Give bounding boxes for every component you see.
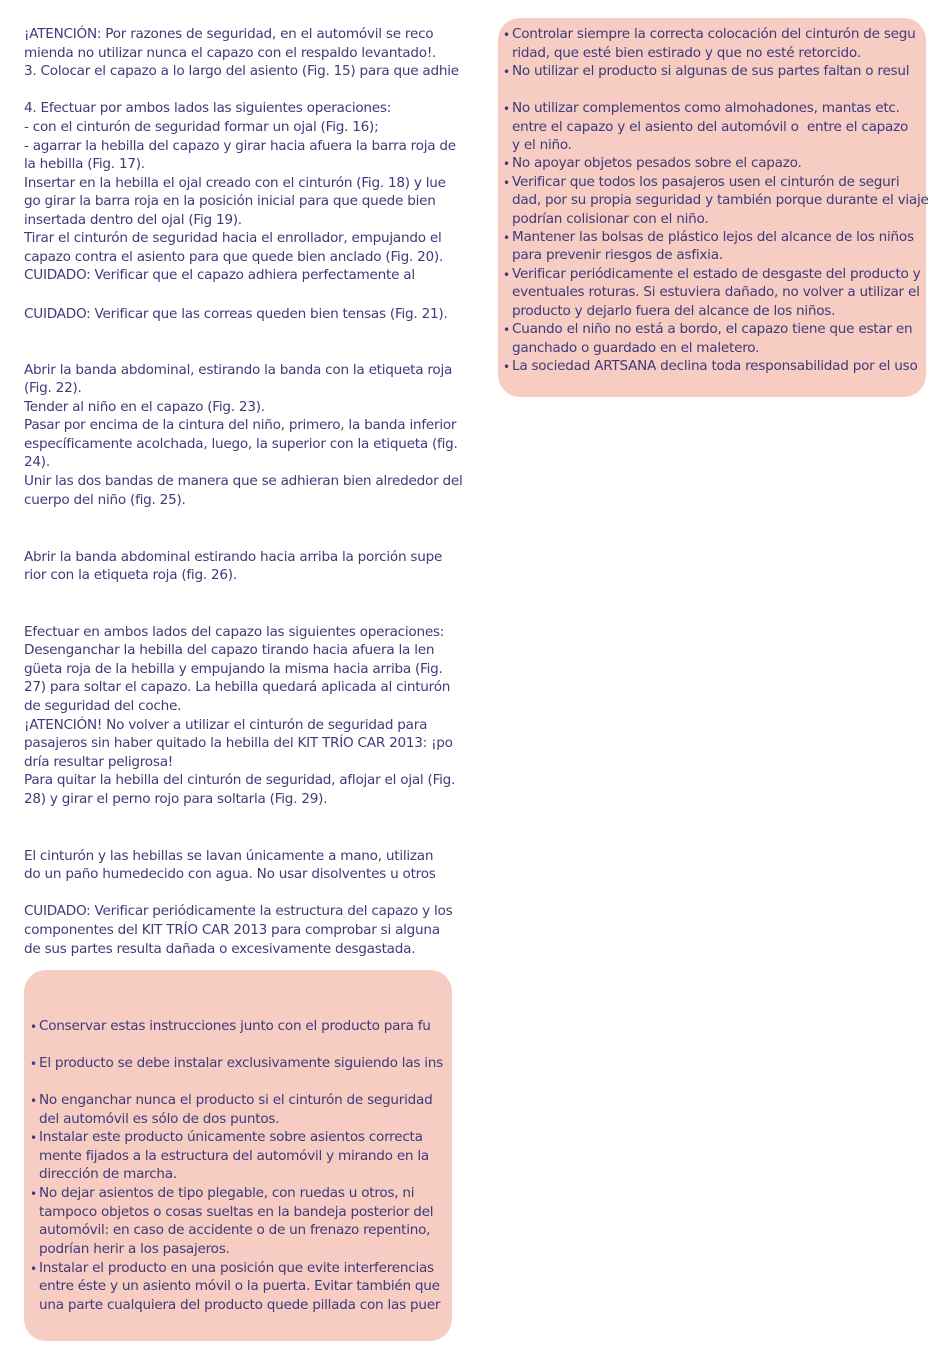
left-line: cuerpo del niño (fig. 25). <box>24 492 186 508</box>
bullet-icon: • <box>503 268 510 282</box>
left-line: CUIDADO: Verificar que el capazo adhiera perfectamente al <box>24 267 415 283</box>
left-line: Abrir la banda abdominal estirando hacia arriba la porción supe <box>24 549 443 565</box>
warning-line: Verificar que todos los pasajeros usen el cinturón de seguri <box>512 174 900 190</box>
left-line: - agarrar la hebilla del capazo y girar hacia afuera la barra roja de <box>24 138 456 154</box>
warning-line: Cuando el niño no está a bordo, el capazo tiene que estar en <box>512 321 913 337</box>
left-line: 27) para soltar el capazo. La hebilla quedará aplicada al cinturón <box>24 679 451 695</box>
left-line: Unir las dos bandas de manera que se adhieran bien alrededor del <box>24 473 463 489</box>
left-line: componentes del KIT TRÍO CAR 2013 para comprobar si alguna <box>24 922 440 938</box>
warning-line: mente fijados a la estructura del automóvil y mirando en la <box>39 1148 429 1164</box>
left-line: Abrir la banda abdominal, estirando la banda con la etiqueta roja <box>24 362 453 378</box>
left-line: güeta roja de la hebilla y empujando la misma hacia arriba (Fig. <box>24 661 443 677</box>
warning-line: Instalar el producto en una posición que evite interferencias <box>39 1260 434 1276</box>
left-line: Desenganchar la hebilla del capazo tirando hacia afuera la len <box>24 642 435 658</box>
warning-line: Verificar periódicamente el estado de desgaste del producto y <box>512 266 921 282</box>
warning-line: y el niño. <box>512 137 572 153</box>
warning-line: del automóvil es sólo de dos puntos. <box>39 1111 280 1127</box>
bullet-icon: • <box>30 1057 37 1071</box>
left-line: Insertar en la hebilla el ojal creado con el cinturón (Fig. 18) y lue <box>24 175 446 191</box>
warning-line: automóvil: en caso de accidente o de un frenazo repentino, <box>39 1222 431 1238</box>
warning-line: dirección de marcha. <box>39 1166 177 1182</box>
bullet-icon: • <box>503 323 510 337</box>
left-line: de seguridad del coche. <box>24 698 182 714</box>
left-line: 28) y girar el perno rojo para soltarla (Fig. 29). <box>24 791 328 807</box>
warning-line: No apoyar objetos pesados sobre el capazo. <box>512 155 802 171</box>
bullet-icon: • <box>503 157 510 171</box>
warning-line: La sociedad ARTSANA declina toda responsabilidad por el uso <box>512 358 918 374</box>
warning-line: producto y dejarlo fuera del alcance de los niños. <box>512 303 836 319</box>
left-line: dría resultar peligrosa! <box>24 754 173 770</box>
bullet-icon: • <box>30 1131 37 1145</box>
warning-line: entre el capazo y el asiento del automóvil o entre el capazo <box>512 119 909 135</box>
left-line: CUIDADO: Verificar periódicamente la estructura del capazo y los <box>24 903 453 919</box>
warning-line: para prevenir riesgos de asfixia. <box>512 247 723 263</box>
warning-line: Instalar este producto únicamente sobre asientos correcta <box>39 1129 423 1145</box>
left-line: la hebilla (Fig. 17). <box>24 156 145 172</box>
left-line: de sus partes resulta dañada o excesivamente desgastada. <box>24 941 416 957</box>
left-line: rior con la etiqueta roja (fig. 26). <box>24 567 237 583</box>
warning-line: Conservar estas instrucciones junto con el producto para fu <box>39 1018 431 1034</box>
bullet-icon: • <box>503 65 510 79</box>
left-line: (Fig. 22). <box>24 380 82 396</box>
left-line: Efectuar en ambos lados del capazo las siguientes operaciones: <box>24 624 445 640</box>
warning-line: podrían colisionar con el niño. <box>512 211 709 227</box>
warning-line: ridad, que esté bien estirado y que no esté retorcido. <box>512 45 861 61</box>
left-line: capazo contra el asiento para que quede bien anclado (Fig. 20). <box>24 249 444 265</box>
warning-line: Controlar siempre la correcta colocación del cinturón de segu <box>512 26 916 42</box>
warning-line: No utilizar complementos como almohadones, mantas etc. <box>512 100 900 116</box>
left-line: El cinturón y las hebillas se lavan únicamente a mano, utilizan <box>24 848 434 864</box>
left-line: 24). <box>24 454 50 470</box>
warning-line: podrían herir a los pasajeros. <box>39 1241 230 1257</box>
bullet-icon: • <box>30 1187 37 1201</box>
bullet-icon: • <box>30 1262 37 1276</box>
left-line: ¡ATENCIÓN! No volver a utilizar el cinturón de seguridad para <box>24 717 428 733</box>
left-line: mienda no utilizar nunca el capazo con el respaldo levantado!. <box>24 45 437 61</box>
left-line: insertada dentro del ojal (Fig 19). <box>24 212 242 228</box>
bullet-icon: • <box>503 28 510 42</box>
warning-line: No dejar asientos de tipo plegable, con ruedas u otros, ni <box>39 1185 415 1201</box>
bullet-icon: • <box>503 176 510 190</box>
left-line: ¡ATENCIÓN: Por razones de seguridad, en el automóvil se reco <box>24 26 434 42</box>
left-line: específicamente acolchada, luego, la superior con la etiqueta (fig. <box>24 436 458 452</box>
warning-line: entre éste y un asiento móvil o la puerta. Evitar también que <box>39 1278 440 1294</box>
left-line: Pasar por encima de la cintura del niño, primero, la banda inferior <box>24 417 457 433</box>
left-line: - con el cinturón de seguridad formar un ojal (Fig. 16); <box>24 119 379 135</box>
bullet-icon: • <box>30 1020 37 1034</box>
left-line: go girar la barra roja en la posición inicial para que quede bien <box>24 193 436 209</box>
left-line: pasajeros sin haber quitado la hebilla del KIT TRÍO CAR 2013: ¡po <box>24 735 453 751</box>
bullet-icon: • <box>30 1094 37 1108</box>
warning-line: una parte cualquiera del producto quede pillada con las puer <box>39 1297 441 1313</box>
left-line: 3. Colocar el capazo a lo largo del asiento (Fig. 15) para que adhie <box>24 63 459 79</box>
bullet-icon: • <box>503 360 510 374</box>
warning-line: ganchado o guardado en el maletero. <box>512 340 760 356</box>
left-line: 4. Efectuar por ambos lados las siguientes operaciones: <box>24 100 392 116</box>
left-line: Para quitar la hebilla del cinturón de seguridad, aflojar el ojal (Fig. <box>24 772 456 788</box>
warning-line: dad, por su propia seguridad y también porque durante el viaje <box>512 192 929 208</box>
bullet-icon: • <box>503 102 510 116</box>
left-line: Tender al niño en el capazo (Fig. 23). <box>24 399 265 415</box>
warning-line: tampoco objetos o cosas sueltas en la bandeja posterior del <box>39 1204 434 1220</box>
left-line: Tirar el cinturón de seguridad hacia el enrollador, empujando el <box>24 230 442 246</box>
warning-line: Mantener las bolsas de plástico lejos del alcance de los niños <box>512 229 914 245</box>
warning-line: eventuales roturas. Si estuviera dañado, no volver a utilizar el <box>512 284 920 300</box>
warning-line: No enganchar nunca el producto si el cinturón de seguridad <box>39 1092 433 1108</box>
warning-line: No utilizar el producto si algunas de sus partes faltan o resul <box>512 63 910 79</box>
bullet-icon: • <box>503 231 510 245</box>
left-line: do un paño humedecido con agua. No usar disolventes u otros <box>24 866 436 882</box>
warning-line: El producto se debe instalar exclusivamente siguiendo las ins <box>39 1055 443 1071</box>
left-line: CUIDADO: Verificar que las correas queden bien tensas (Fig. 21). <box>24 306 448 322</box>
